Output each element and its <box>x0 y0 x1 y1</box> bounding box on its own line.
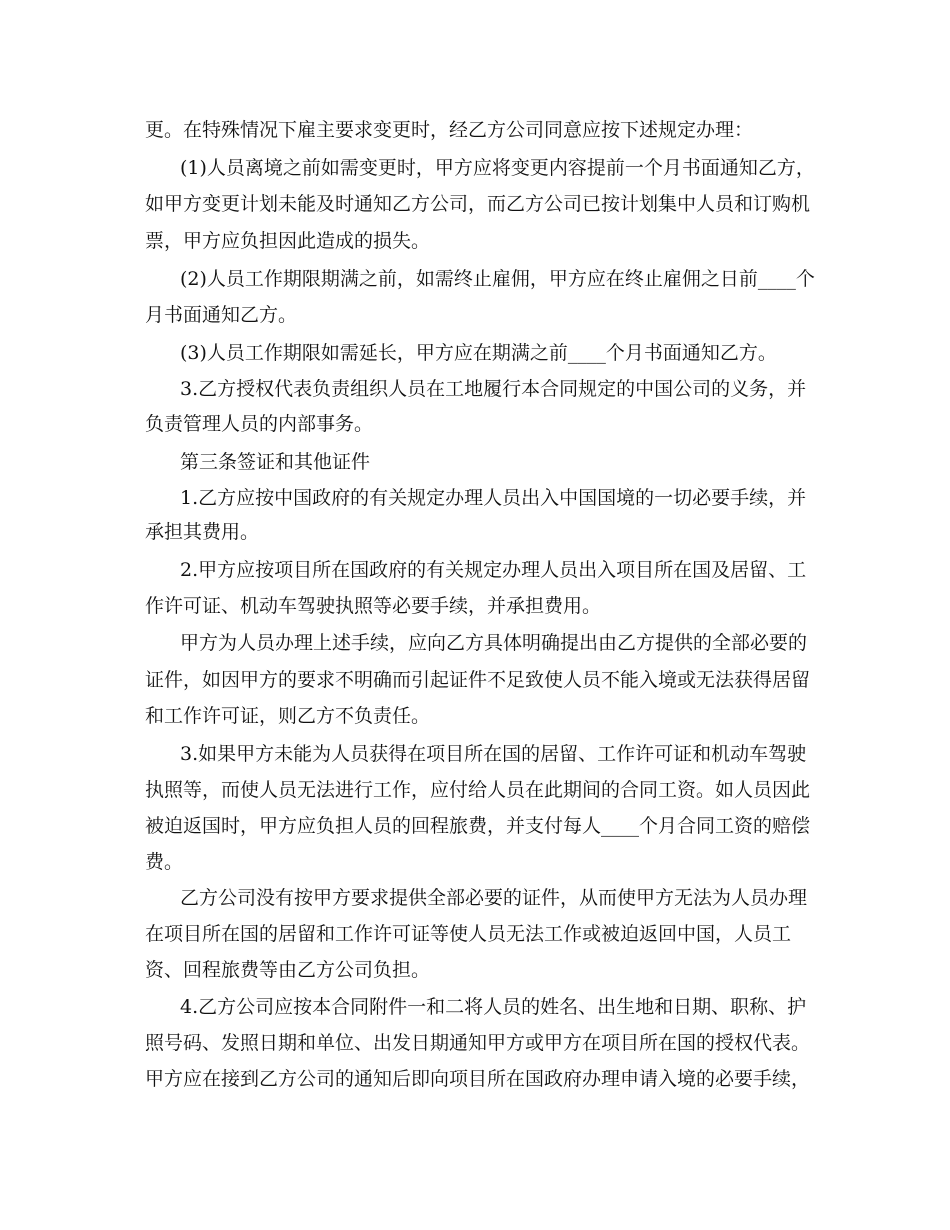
text-line-1: 更。在特殊情况下雇主要求变更时，经乙方公司同意应按下述规定办理： <box>145 119 754 141</box>
text-line-20: 被迫返国时，甲方应负担人员的回程旅费，并支付每人____个月合同工资的赔偿 <box>145 815 811 837</box>
text-line-13: 2.甲方应按项目所在国政府的有关规定办理人员出入项目所在国及居留、工 <box>180 559 807 581</box>
text-line-5: (2)人员工作期限期满之前，如需终止雇佣，甲方应在终止雇佣之日前____个 <box>180 268 815 290</box>
text-line-24: 资、回程旅费等由乙方公司负担。 <box>145 959 431 981</box>
text-line-16: 证件，如因甲方的要求不明确而引起证件不足致使人员不能入境或无法获得居留 <box>145 669 811 691</box>
text-line-3: 如甲方变更计划未能及时通知乙方公司，而乙方公司已按计划集中人员和订购机 <box>145 193 811 215</box>
text-line-2: (1)人员离境之前如需变更时，甲方应将变更内容提前一个月书面通知乙方， <box>180 157 815 179</box>
text-line-19: 执照等，而使人员无法进行工作，应付给人员在此期间的合同工资。如人员因此 <box>145 779 811 801</box>
text-line-22: 乙方公司没有按甲方要求提供全部必要的证件，从而使甲方无法为人员办理 <box>180 887 808 909</box>
text-line-21: 费。 <box>145 851 184 873</box>
text-line-8: 3.乙方授权代表负责组织人员在工地履行本合同规定的中国公司的义务，并 <box>180 378 807 400</box>
text-line-14: 作许可证、机动车驾驶执照等必要手续，并承担费用。 <box>145 595 602 617</box>
text-line-15: 甲方为人员办理上述手续，应向乙方具体明确提出由乙方提供的全部必要的 <box>180 632 808 654</box>
text-line-12: 承担其费用。 <box>145 521 260 543</box>
text-line-25: 4.乙方公司应按本合同附件一和二将人员的姓名、出生地和日期、职称、护 <box>180 996 807 1018</box>
text-line-6: 月书面通知乙方。 <box>145 304 298 326</box>
text-line-18: 3.如果甲方未能为人员获得在项目所在国的居留、工作许可证和机动车驾驶 <box>180 743 807 765</box>
text-line-23: 在项目所在国的居留和工作许可证等使人员无法工作或被迫返回中国，人员工 <box>145 923 792 945</box>
text-line-4: 票，甲方应负担因此造成的损失。 <box>145 230 431 252</box>
text-line-26: 照号码、发照日期和单位、出发日期通知甲方或甲方在项目所在国的授权代表。 <box>145 1032 811 1054</box>
text-line-27: 甲方应在接到乙方公司的通知后即向项目所在国政府办理申请入境的必要手续， <box>145 1068 811 1090</box>
text-line-11: 1.乙方应按中国政府的有关规定办理人员出入中国国境的一切必要手续，并 <box>180 487 807 509</box>
text-line-17: 和工作许可证，则乙方不负责任。 <box>145 705 431 727</box>
text-line-7: (3)人员工作期限如需延长，甲方应在期满之前____个月书面通知乙方。 <box>180 342 777 364</box>
section-heading-article-3: 第三条签证和其他证件 <box>180 451 371 473</box>
text-line-9: 负责管理人员的内部事务。 <box>145 413 374 435</box>
